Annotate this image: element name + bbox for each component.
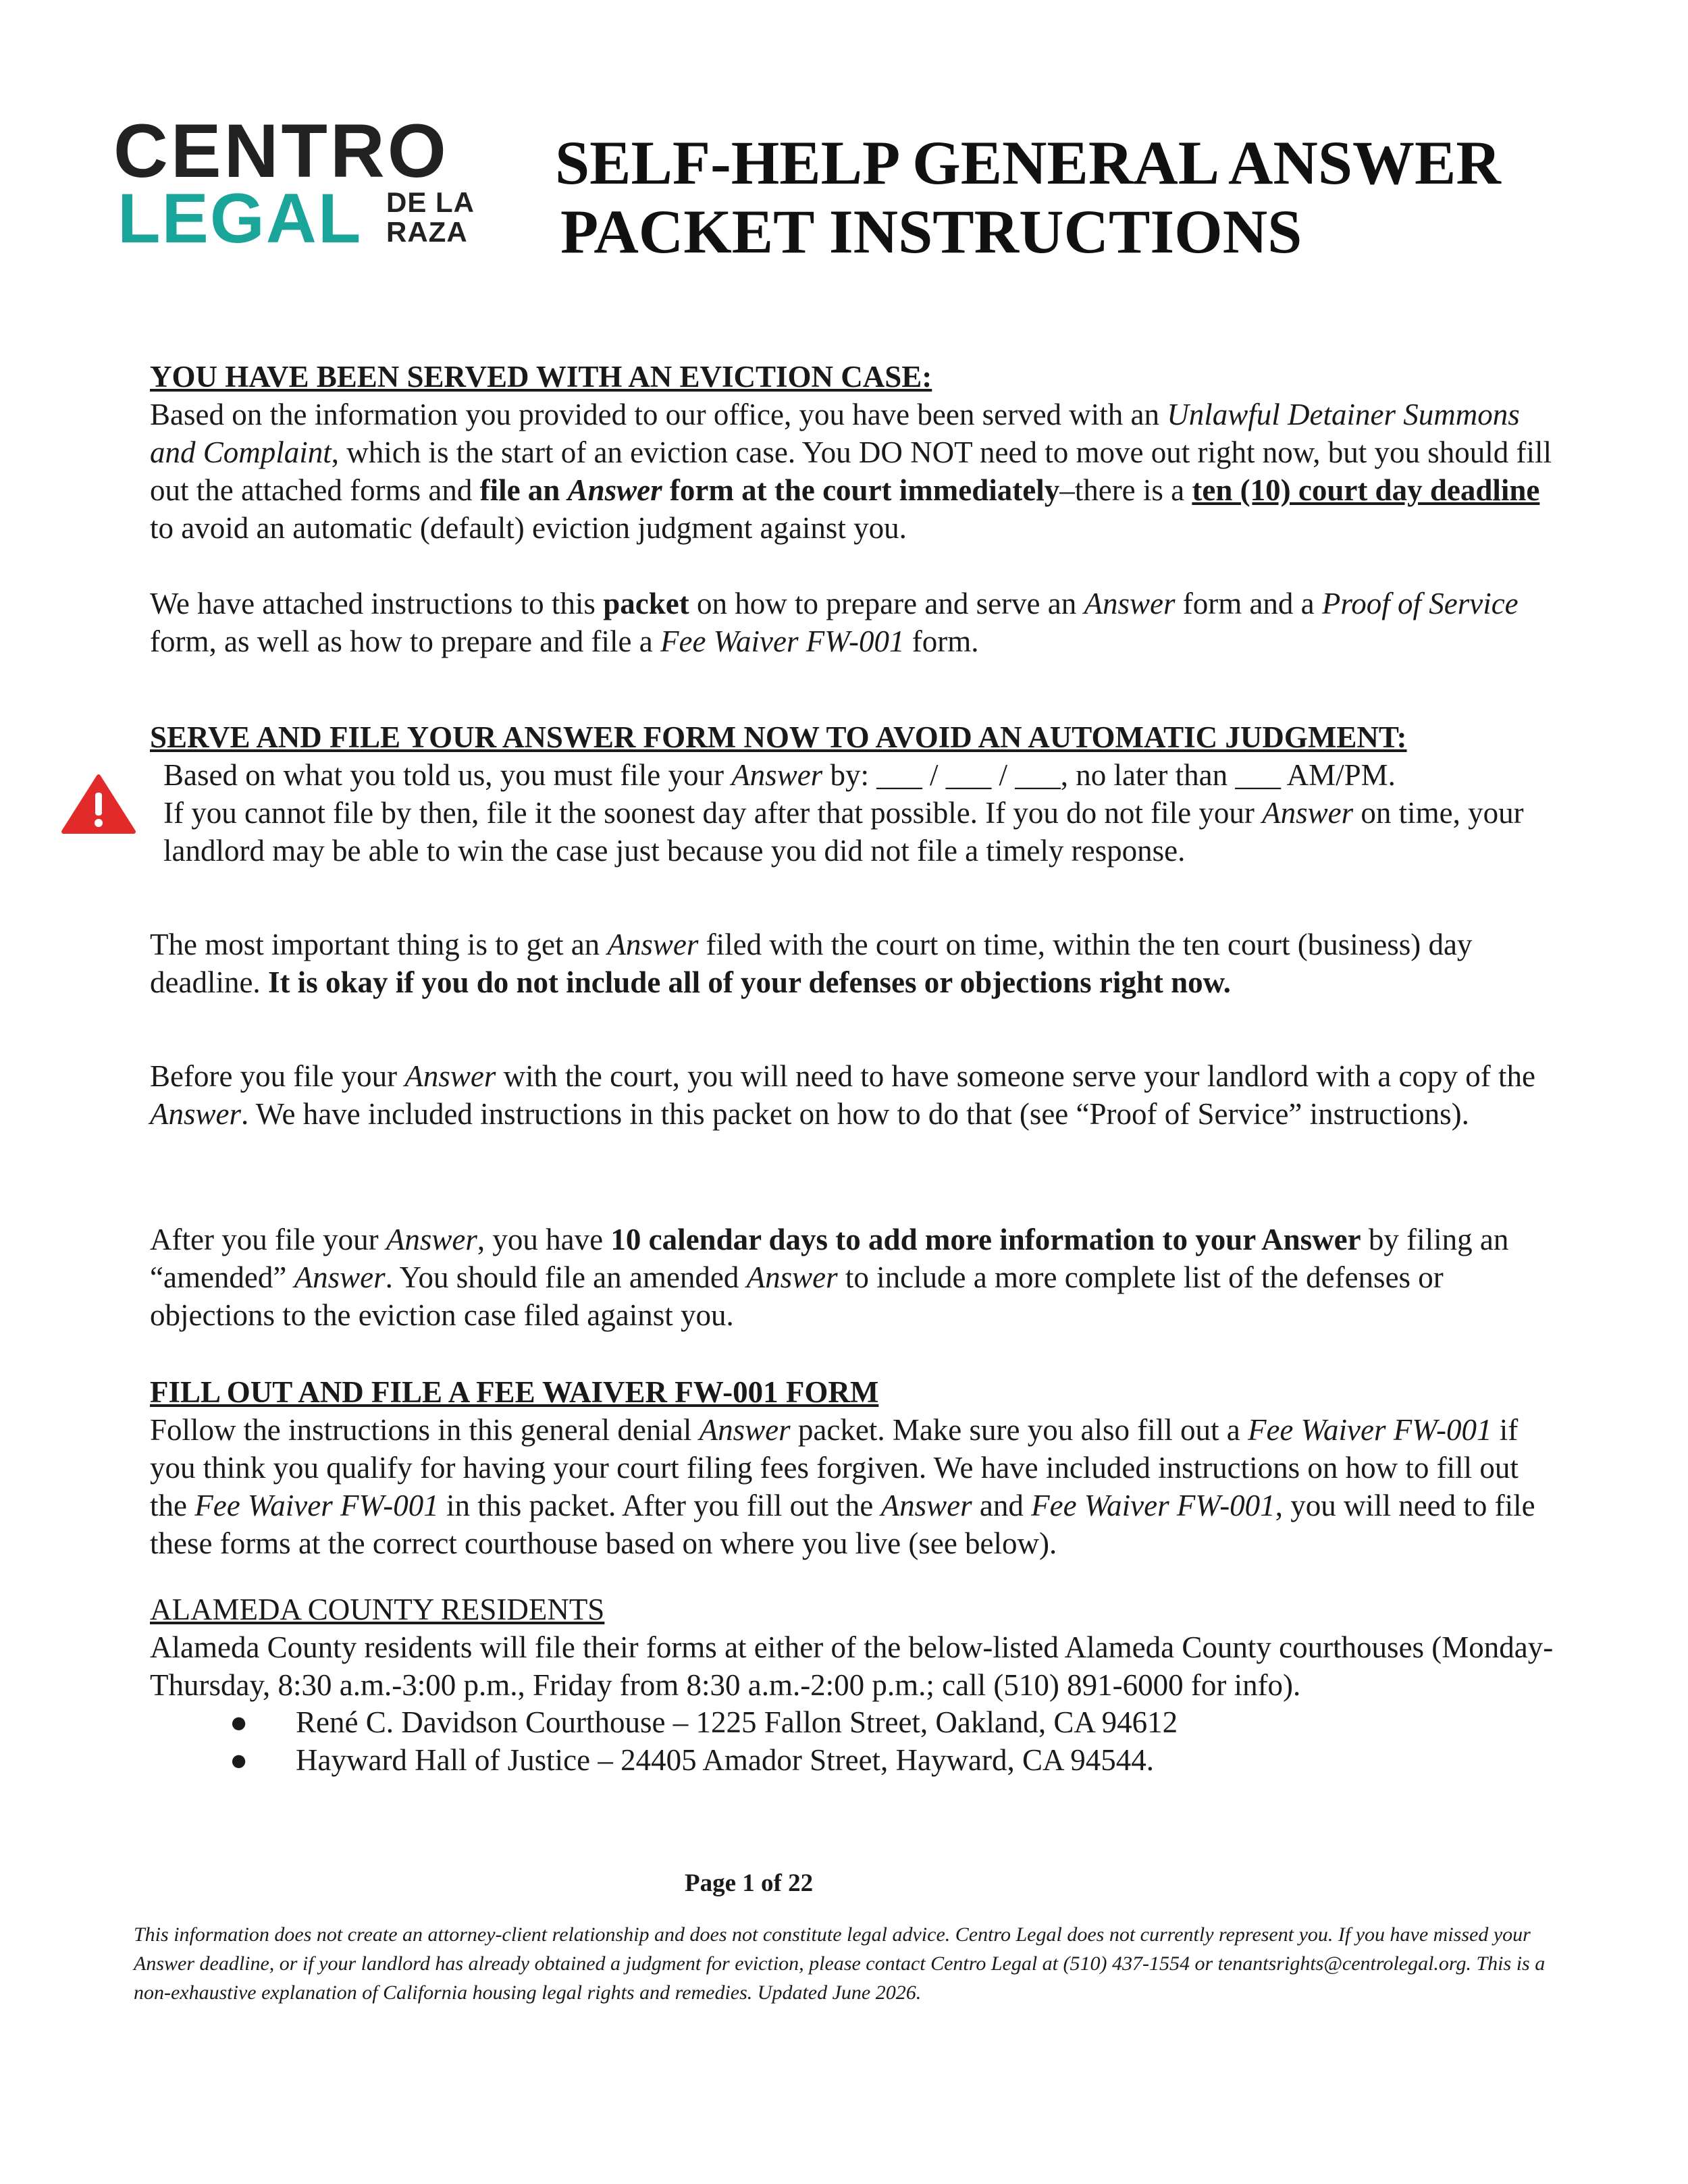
heading-serve-and-file: SERVE AND FILE YOUR ANSWER FORM NOW TO AVOID AN AUTOMATIC JUDGMENT: — [150, 720, 1407, 754]
page-title — [555, 128, 1501, 266]
list-item: ● Hayward Hall of Justice – 24405 Amador Street, Hayward, CA 94544. — [230, 1741, 1512, 1779]
logo-line-legal: LEGAL — [117, 180, 363, 258]
bullet-icon: ● — [230, 1705, 248, 1739]
paragraph-alameda: Alameda County residents will file their forms at either of the below-listed Alameda County courthouses (Monday-Thursday, 8:30 a.m.-3:00 p.m., Friday from 8:30 a.m.-2:00 p.m.; call (510) 891-6000 for info). — [150, 1630, 1554, 1702]
warning-triangle-icon — [61, 774, 136, 834]
list-item: ● René C. Davidson Courthouse – 1225 Fallon Street, Oakland, CA 94612 — [230, 1703, 1512, 1741]
disclaimer-footer: This information does not create an attorney-client relationship and does not constitute legal advice. Centro Legal does not currently represent you. If you have missed your Answer deadline, or if your landlord has already obtained a judgment for eviction, please contact Centro Legal at (510) 437-1554 or tenantsrights@centrolegal.org. This is a non-exhaustive explanation of California housing legal rights and remedies. Updated June 2026. — [134, 1923, 1546, 2004]
heading-alameda: ALAMEDA COUNTY RESIDENTS — [150, 1593, 605, 1626]
logo-line-centro: CENTRO — [113, 109, 449, 193]
paragraph-served: Based on the information you provided to our office, you have been served with an Unlawful Detainer Summons and Complaint, which is the start of an eviction case. You DO NOT need to move out right now, but you should fill out the attached forms and file an Answer form at the court immediately–there is a ten (10) court day deadline to avoid an automatic (default) eviction judgment against you. — [150, 398, 1552, 545]
heading-fee-waiver: FILL OUT AND FILE A FEE WAIVER FW-001 FORM — [150, 1375, 879, 1409]
centro-legal-logo — [113, 109, 478, 258]
paragraph-before-filing: Before you file your Answer with the court, you will need to have someone serve your landlord with a copy of the Answer. We have included instructions in this packet on how to do that (see “Proof of Service” instructions). — [150, 1059, 1535, 1131]
bullet-icon: ● — [230, 1743, 248, 1777]
title-line-1: SELF-HELP GENERAL ANSWER — [555, 128, 1501, 197]
paragraph-after-filing: After you file your Answer, you have 10 calendar days to add more information to your Answer by filing an “amended” Answer. You should file an amended Answer to include a more complete list of the defenses or objections to the eviction case filed against you. — [150, 1223, 1509, 1332]
paragraph-attached: We have attached instructions to this packet on how to prepare and serve an Answer form and a Proof of Service form, as well as how to prepare and file a Fee Waiver FW-001 form. — [150, 587, 1519, 658]
heading-served: YOU HAVE BEEN SERVED WITH AN EVICTION CASE: — [150, 360, 932, 394]
title-line-2: PACKET INSTRUCTIONS — [560, 197, 1302, 266]
paragraph-fee-waiver: Follow the instructions in this general denial Answer packet. Make sure you also fill out a Fee Waiver FW-001 if you think you qualify for having your court filing fees forgiven. We have included instructions on how to fill out the Fee Waiver FW-001 in this packet. After you fill out the Answer and Fee Waiver FW-001, you will need to file these forms at the correct courthouse based on where you live (see below). — [150, 1413, 1535, 1560]
page-number: Page 1 of 22 — [685, 1869, 814, 1897]
logo-line-de-la-raza: DE LA RAZA — [386, 186, 475, 248]
deadline-warning: Based on what you told us, you must file your Answer by: ___ / ___ / ___, no later than ___ AM/PM. If you cannot file by then, file it the soonest day after that possible. If you do not file your Answer on time, your landlord may be able to win the case just because you did not file a timely response. — [163, 758, 1524, 868]
paragraph-most-important: The most important thing is to get an Answer filed with the court on time, within the ten court (business) day deadline. It is okay if you do not include all of your defenses or objections right now. — [150, 928, 1473, 999]
courthouse-list — [230, 1703, 1512, 1779]
